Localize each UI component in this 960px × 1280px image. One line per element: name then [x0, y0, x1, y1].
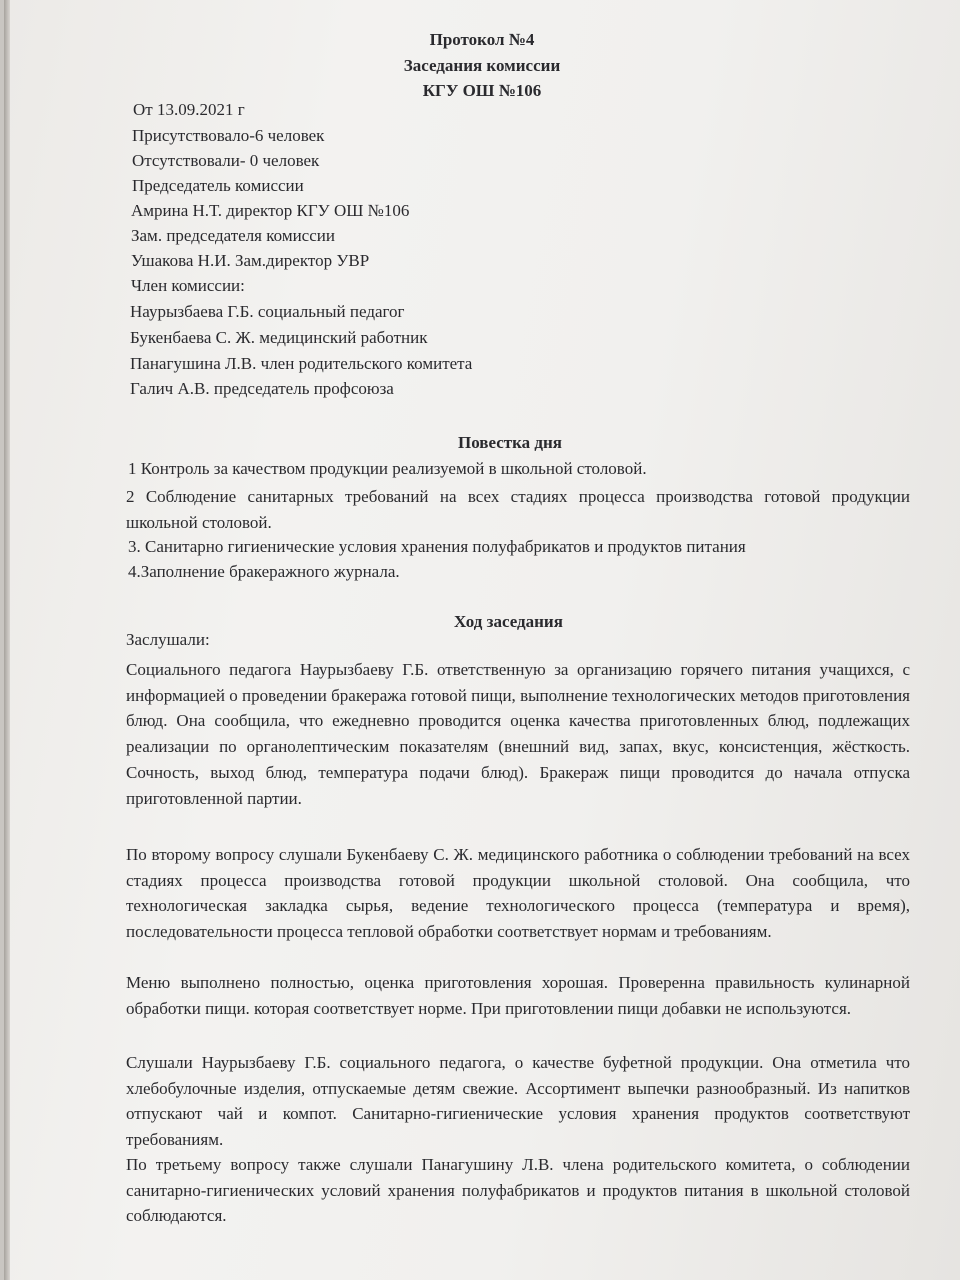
member-item: Наурызбаева Г.Б. социальный педагог — [130, 302, 405, 321]
document-page — [4, 0, 960, 1280]
members-label: Член комиссии: — [131, 276, 245, 295]
agenda-title: Повестка дня — [458, 433, 563, 452]
proceedings-paragraph: Меню выполнено полностью, оценка приготовления хорошая. Проверенна правильность кулинарной обработки пищи. которая соответствует норме. При приготовлении пищи добавки не используются. — [126, 973, 910, 1018]
protocol-title: Протокол №4 — [429, 30, 535, 49]
chair-name: Амрина Н.Т. директор КГУ ОШ №106 — [131, 201, 410, 220]
deputy-label: Зам. председателя комиссии — [131, 226, 335, 245]
deputy-name: Ушакова Н.И. Зам.директор УВР — [131, 251, 370, 270]
member-item: Панагушина Л.В. член родительского комитета — [130, 354, 473, 373]
organization-title: КГУ ОШ №106 — [422, 81, 542, 100]
agenda-item: 2 Соблюдение санитарных требований на всех стадиях процесса производства готовой продукции школьной столовой. — [126, 487, 910, 532]
proceedings-paragraph: По второму вопросу слушали Букенбаеву С. Ж. медицинского работника о соблюдении требований на всех стадиях процесса производства готовой продукции школьной столовой. Она сообщила, что технологическая закладка сырья, ведение технологического процесса (температура и время), последовательности процесса тепловой обработки соответствует нормам и требованиям. — [126, 845, 910, 942]
proceedings-paragraph: По третьему вопросу также слушали Панагушину Л.В. члена родительского комитета, о соблюдении санитарно-гигиенических условий хранения полуфабрикатов и продуктов питания в школьной столовой соблюдаются. — [126, 1155, 910, 1226]
proceedings-paragraph: Социального педагога Наурызбаеву Г.Б. ответственную за организацию горячего питания учащихся, с информацией о проведении бракеража готовой пищи, выполнение технологических методов приготовления блюд. Она сообщила, что ежедневно проводится оценка качества приготовленных блюд, подлежащих реализации по органолептическим показателям (внешний вид, запах, вкус, консистенция, жёсткость. Сочность, выход блюд, температура подачи блюд). Бракераж пищи проводится до начала отпуска приготовленной партии. — [126, 660, 910, 808]
agenda-item: 3. Санитарно гигиенические условия хранения полуфабрикатов и продуктов питания — [128, 537, 746, 556]
proceedings-title: Ход заседания — [454, 612, 563, 631]
proceedings-paragraph: Слушали Наурызбаеву Г.Б. социального педагога, о качестве буфетной продукции. Она отметила что хлебобулочные изделия, отпускаемые детям свежие. Ассортимент выпечки разнообразный. Из напитков отпускают чай и компот. Санитарно-гигиенические условия хранения продуктов соответствуют требованиям. — [126, 1053, 910, 1150]
chair-label: Председатель комиссии — [132, 176, 304, 195]
agenda-item: 1 Контроль за качеством продукции реализуемой в школьной столовой. — [128, 459, 647, 478]
absent-count: Отсутствовали- 0 человек — [132, 151, 320, 170]
present-count: Присутствовало-6 человек — [132, 126, 325, 145]
heard-label: Заслушали: — [126, 630, 210, 649]
member-item: Галич А.В. председатель профсоюза — [130, 379, 394, 398]
meeting-date: От 13.09.2021 г — [133, 100, 245, 119]
meeting-title: Заседания комиссии — [403, 56, 561, 75]
agenda-item: 4.Заполнение бракеражного журнала. — [128, 562, 400, 581]
member-item: Букенбаева С. Ж. медицинский работник — [130, 328, 428, 347]
page-edge-shadow — [4, 0, 10, 1280]
